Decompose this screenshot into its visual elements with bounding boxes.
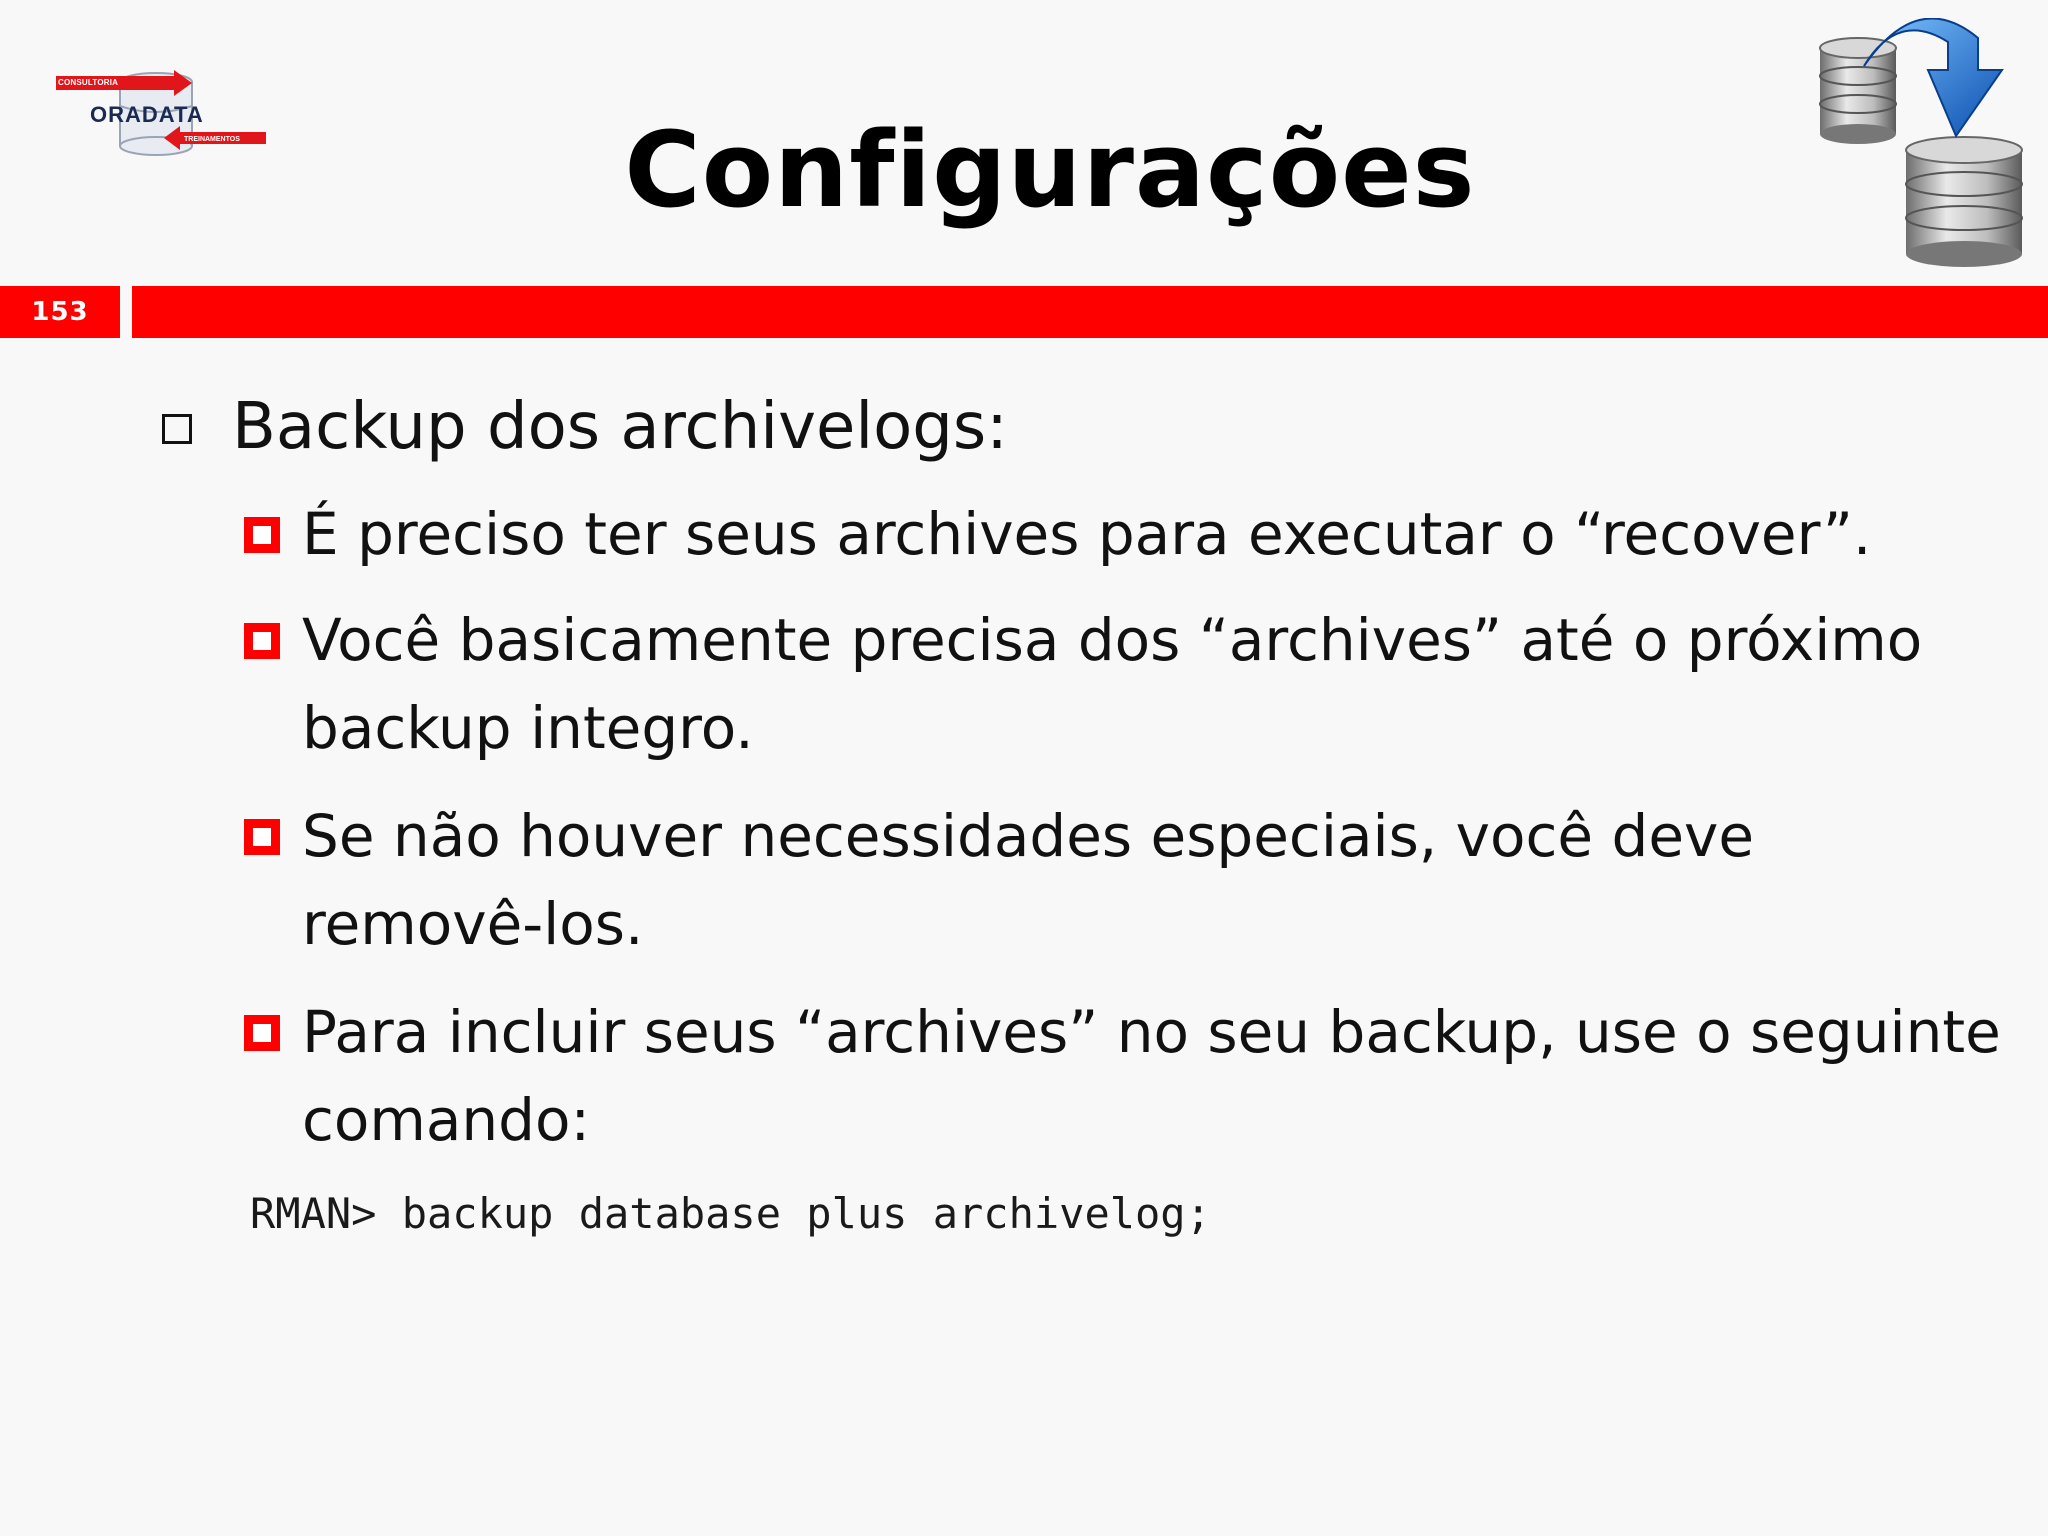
red-square-bullet-icon: [244, 1015, 280, 1051]
sub-bullet-text: Para incluir seus “archives” no seu backup, use o seguinte comando:: [302, 998, 2001, 1154]
main-bullet-text: Backup dos archivelogs:: [232, 390, 1008, 464]
database-backup-icon: [1818, 18, 2028, 268]
red-square-bullet-icon: [244, 819, 280, 855]
red-square-bullet-icon: [244, 623, 280, 659]
red-square-bullet-icon: [244, 517, 280, 553]
logo-tag-consultoria: CONSULTORIA: [58, 78, 119, 87]
sub-bullet-text: É preciso ter seus archives para executar o “recover”.: [302, 500, 1872, 568]
sub-bullet-text: Se não houver necessidades especiais, você deve removê-los.: [302, 802, 1755, 958]
title-divider-bar: [132, 286, 2048, 338]
slide-title: Configurações: [624, 109, 1476, 231]
logo-tag-treinamentos: TREINAMENTOS: [184, 136, 240, 143]
logo-wordmark: ORADATA: [90, 102, 204, 127]
slide-number: 153: [31, 297, 89, 327]
sub-bullet-text: Você basicamente precisa dos “archives” até o próximo backup integro.: [302, 606, 1923, 762]
hollow-square-bullet-icon: [162, 414, 192, 444]
slide-number-badge: [0, 286, 120, 338]
rman-command: RMAN> backup database plus archivelog;: [250, 1189, 1211, 1238]
